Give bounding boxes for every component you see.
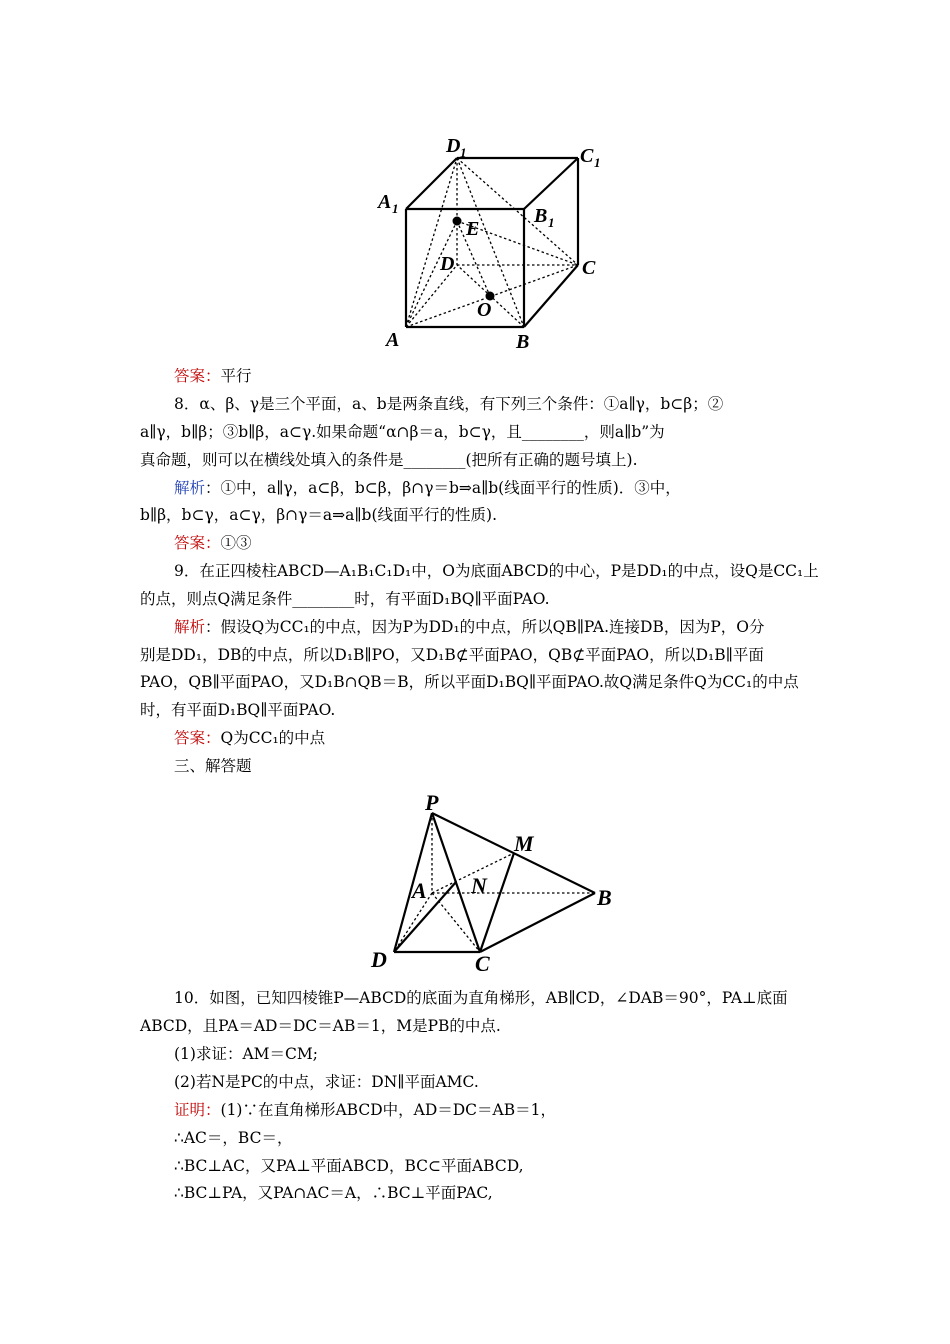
q9-analysis-line3: PAO，QB∥平面PAO，又D₁B∩QB＝B，所以平面D₁BQ∥平面PAO.故Q满足条件Q为CC₁的中点 (140, 673, 799, 691)
pyramid-figure (360, 790, 620, 980)
label-n: N (471, 873, 487, 898)
q8-analysis-line2: b∥β，b⊂γ，a⊂γ，β∩γ＝a⇒a∥b(线面平行的性质). (140, 506, 497, 524)
section-heading: 三、解答题 (174, 757, 252, 775)
q10-part1: (1)求证：AM＝CM; (174, 1045, 318, 1063)
q7-answer (174, 366, 252, 386)
q9-line2: 的点，则点Q满足条件________时，有平面D₁BQ∥平面PAO. (140, 590, 550, 608)
cube-figure (370, 130, 610, 355)
q10-proof-line3: ∴BC⊥AC，又PA⊥平面ABCD，BC⊂平面ABCD, (174, 1157, 524, 1175)
answer-label: 答案： (174, 367, 221, 385)
label-a1: A (378, 191, 392, 213)
analysis-label: 解析 (174, 479, 206, 497)
answer-text: Q为CC₁的中点 (220, 729, 326, 747)
label-p: P (425, 790, 439, 815)
label-c1-sub: 1 (594, 155, 601, 170)
label-c: C (475, 951, 490, 976)
analysis-label: 解析 (174, 618, 206, 636)
edge-b-c (524, 265, 578, 327)
answer-label: 答案： (174, 729, 221, 747)
q10-proof-line2: ∴AC＝，BC＝， (174, 1129, 293, 1147)
q10-proof-line4: ∴BC⊥PA，又PA∩AC＝A，∴BC⊥平面PAC, (174, 1184, 493, 1202)
q10-proof-line1 (174, 1100, 556, 1120)
q9-line1: 9．在正四棱柱ABCD—A₁B₁C₁D₁中，O为底面ABCD的中心，P是DD₁的中点，设Q是CC₁上 (174, 562, 819, 580)
analysis-text: ：①中，a∥γ，a⊂β，b⊂β，β∩γ＝b⇒a∥b(线面平行的性质)．③中， (205, 479, 681, 497)
label-o: O (477, 299, 492, 321)
label-a: A (386, 329, 400, 351)
q10-line2: ABCD，且PA＝AD＝DC＝AB＝1，M是PB的中点. (140, 1017, 501, 1035)
label-a1-sub: 1 (392, 201, 399, 216)
label-e: E (466, 218, 480, 240)
hidden-a-c (432, 893, 480, 952)
answer-label: 答案： (174, 534, 221, 552)
proof-text: (1)∵在直角梯形ABCD中，AD＝DC＝AB＝1， (220, 1101, 556, 1119)
label-a: A (412, 878, 427, 903)
label-d1: D (446, 135, 461, 157)
q9-answer (174, 728, 325, 748)
answer-text: ①③ (220, 534, 252, 552)
label-c1: C (580, 145, 594, 167)
q8-line3: 真命题，则可以在横线处填入的条件是________(把所有正确的题号填上). (140, 451, 638, 469)
label-d: D (440, 253, 455, 275)
q9-analysis-line2: 别是DD₁，DB的中点，所以D₁B∥PO，又D₁B⊄平面PAO，QB⊄平面PAO，所以D₁B∥平面 (140, 646, 764, 664)
label-m: M (514, 831, 534, 856)
q8-analysis-line1 (174, 478, 681, 498)
label-b1-sub: 1 (548, 215, 555, 230)
label-d: D (371, 947, 387, 972)
label-b: B (516, 331, 530, 353)
proof-label: 证明： (174, 1101, 221, 1119)
q9-analysis-line1 (174, 617, 765, 637)
edge-a1-d1 (406, 158, 457, 209)
point-e (453, 217, 462, 226)
label-c: C (582, 257, 596, 279)
q8-line2: a∥γ，b∥β；③b∥β，a⊂γ.如果命题“α∩β＝a，b⊂γ，且________，则a∥b”为 (140, 423, 665, 441)
q8-line1: 8．α、β、γ是三个平面，a、b是两条直线，有下列三个条件：①a∥γ，b⊂β；② (174, 395, 724, 413)
analysis-text: ：假设Q为CC₁的中点，因为P为DD₁的中点，所以QB∥PA.连接DB，因为P，O分 (205, 618, 765, 636)
edge-b1-c1 (524, 158, 578, 209)
q8-answer (174, 533, 252, 553)
label-d1-sub: 1 (460, 145, 467, 160)
q9-analysis-line4: 时，有平面D₁BQ∥平面PAO. (140, 701, 336, 719)
label-b: B (597, 885, 612, 910)
answer-text: 平行 (220, 367, 252, 385)
label-b1: B (534, 205, 548, 227)
q10-line1: 10．如图，已知四棱锥P—ABCD的底面为直角梯形，AB∥CD，∠DAB＝90°，PA⊥底面 (174, 989, 788, 1007)
q10-part2: (2)若N是PC的中点，求证：DN∥平面AMC. (174, 1073, 479, 1091)
